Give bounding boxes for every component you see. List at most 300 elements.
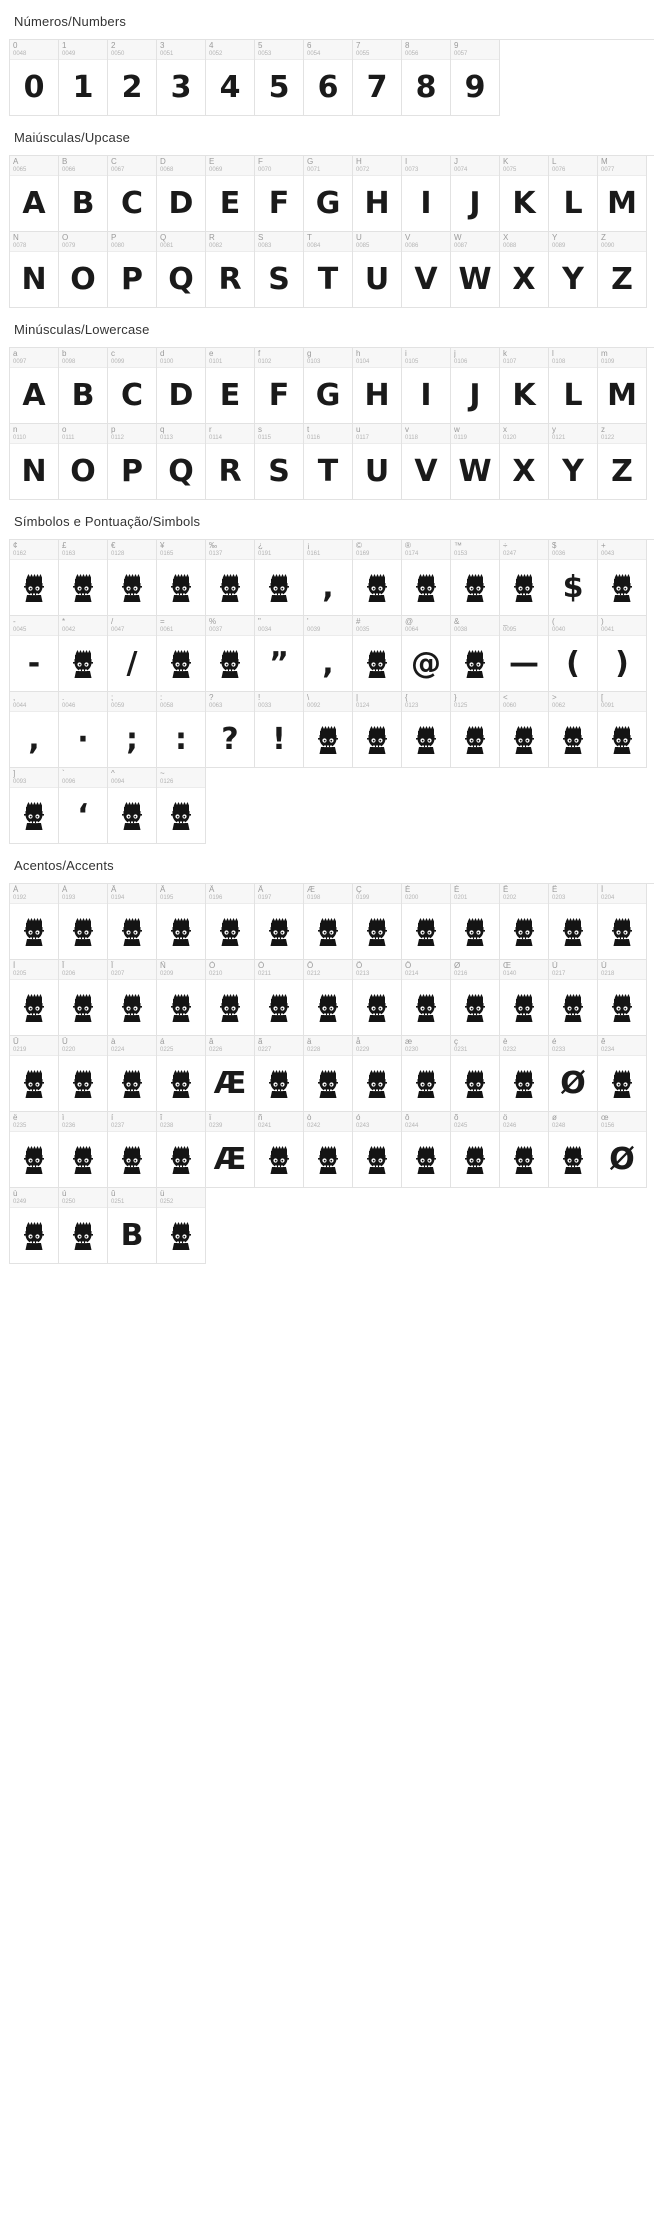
glyph-cell-header	[549, 692, 597, 712]
glyph-char-label: Ñ	[160, 961, 166, 970]
notdef-face-icon	[402, 712, 450, 767]
glyph-cell-header	[59, 232, 107, 252]
glyph-cell[interactable]	[353, 1036, 402, 1112]
glyph-cell[interactable]	[549, 960, 598, 1036]
glyph-code-label: 0118	[405, 435, 418, 441]
glyph-code-label: 0237	[111, 1123, 125, 1129]
notdef-face-icon	[59, 1132, 107, 1187]
glyph-cell-header	[500, 1036, 548, 1056]
glyph-cell-header	[402, 1036, 450, 1056]
glyph-cell[interactable]	[157, 692, 206, 768]
glyph-code-label: 0069	[209, 167, 223, 173]
glyph-cell-header	[255, 348, 303, 368]
notdef-face-icon	[59, 1208, 107, 1263]
notdef-face-icon	[598, 712, 646, 767]
glyph-cell[interactable]	[500, 348, 549, 424]
glyph-char-label: X	[503, 233, 509, 242]
glyph-char-label: 0	[13, 41, 18, 50]
glyph-cell[interactable]	[500, 692, 549, 768]
glyph-cell[interactable]	[304, 424, 353, 500]
glyph-cell[interactable]	[59, 40, 108, 116]
glyph-cell-header	[598, 616, 646, 636]
glyph-cell[interactable]	[108, 348, 157, 424]
glyph-cell[interactable]	[353, 884, 402, 960]
glyph-code-label: 0087	[454, 243, 468, 249]
glyph-code-label: 0076	[552, 167, 566, 173]
glyph-cell[interactable]	[304, 616, 353, 692]
glyph-preview: ;	[126, 722, 138, 757]
glyph-cell[interactable]	[108, 1112, 157, 1188]
glyph-cell[interactable]	[157, 1112, 206, 1188]
glyph-char-label: ñ	[258, 1113, 263, 1122]
glyph-cell-header	[59, 692, 107, 712]
glyph-preview: K	[512, 186, 536, 221]
glyph-char-label: ¡	[307, 541, 310, 550]
glyph-cell[interactable]	[10, 884, 59, 960]
glyph-code-label: 0111	[62, 435, 75, 441]
glyph-cell[interactable]	[549, 884, 598, 960]
notdef-face-icon	[353, 1132, 401, 1187]
glyph-cell-header	[206, 424, 254, 444]
glyph-cell[interactable]	[206, 156, 255, 232]
glyph-preview: I	[420, 186, 432, 221]
glyph-cell[interactable]	[59, 232, 108, 308]
glyph-char-label: A	[13, 157, 19, 166]
glyph-cell-header	[157, 1188, 205, 1208]
glyph-code-label: 0212	[307, 971, 321, 977]
notdef-face-icon	[451, 1132, 499, 1187]
glyph-code-label: 0034	[258, 627, 272, 633]
glyph-code-label: 0248	[552, 1123, 566, 1129]
glyph-char-label: Œ	[503, 961, 511, 970]
glyph-char-label: Õ	[356, 961, 363, 970]
glyph-code-label: 0213	[356, 971, 370, 977]
glyph-cell[interactable]	[500, 424, 549, 500]
glyph-cell[interactable]	[10, 1188, 59, 1264]
glyph-cell[interactable]	[500, 960, 549, 1036]
glyph-char-label: y	[552, 425, 556, 434]
glyph-cell[interactable]	[500, 1036, 549, 1112]
glyph-cell[interactable]	[59, 540, 108, 616]
glyph-code-label: 0058	[160, 703, 174, 709]
glyph-code-label: 0081	[160, 243, 174, 249]
notdef-face-icon	[500, 712, 548, 767]
glyph-cell[interactable]	[59, 348, 108, 424]
glyph-char-label: ®	[405, 541, 411, 550]
glyph-cell[interactable]	[598, 884, 647, 960]
glyph-cell[interactable]	[402, 348, 451, 424]
glyph-cell[interactable]	[500, 232, 549, 308]
glyph-cell-header	[598, 424, 646, 444]
glyph-preview: 7	[366, 70, 388, 105]
glyph-cell-header	[304, 424, 352, 444]
glyph-cell[interactable]	[206, 884, 255, 960]
glyph-preview: R	[218, 262, 242, 297]
glyph-cell[interactable]	[255, 348, 304, 424]
glyph-cell[interactable]	[451, 424, 500, 500]
glyph-char-label: é	[552, 1037, 557, 1046]
glyph-cell[interactable]	[304, 884, 353, 960]
glyph-cell-header	[451, 232, 499, 252]
glyph-cell[interactable]	[255, 540, 304, 616]
glyph-code-label: 0051	[160, 51, 174, 57]
glyph-cell[interactable]	[206, 960, 255, 1036]
glyph-cell[interactable]	[59, 884, 108, 960]
glyph-cell[interactable]	[108, 540, 157, 616]
glyph-cell[interactable]	[108, 424, 157, 500]
glyph-cell[interactable]	[549, 156, 598, 232]
glyph-cell-header	[108, 1188, 156, 1208]
glyph-char-label: ä	[307, 1037, 312, 1046]
glyph-cell[interactable]	[255, 960, 304, 1036]
glyph-cell[interactable]	[10, 1036, 59, 1112]
glyph-cell[interactable]	[451, 1112, 500, 1188]
glyph-char-label: |	[356, 693, 359, 702]
glyph-cell[interactable]	[549, 348, 598, 424]
glyph-cell[interactable]	[157, 540, 206, 616]
glyph-code-label: 0220	[62, 1047, 76, 1053]
glyph-cell[interactable]	[598, 540, 647, 616]
glyph-cell[interactable]	[451, 232, 500, 308]
glyph-cell[interactable]	[10, 1112, 59, 1188]
glyph-cell[interactable]	[157, 616, 206, 692]
glyph-cell[interactable]	[451, 960, 500, 1036]
glyph-char-label: Ç	[356, 885, 362, 894]
glyph-cell[interactable]	[59, 616, 108, 692]
glyph-code-label: 0110	[13, 435, 26, 441]
glyph-cell[interactable]	[402, 540, 451, 616]
glyph-cell[interactable]	[549, 616, 598, 692]
glyph-cell[interactable]	[108, 1036, 157, 1112]
glyph-cell[interactable]	[500, 884, 549, 960]
glyph-cell[interactable]	[157, 232, 206, 308]
glyph-cell[interactable]	[59, 768, 108, 844]
glyph-cell[interactable]	[451, 616, 500, 692]
glyph-cell[interactable]	[500, 1112, 549, 1188]
glyph-cell[interactable]	[255, 1036, 304, 1112]
glyph-cell[interactable]	[157, 40, 206, 116]
glyph-cell-header	[59, 616, 107, 636]
glyph-cell[interactable]	[108, 232, 157, 308]
glyph-code-label: 0137	[209, 551, 223, 557]
glyph-cell[interactable]	[598, 1112, 647, 1188]
glyph-code-label: 0049	[62, 51, 76, 57]
glyph-char-label: J	[454, 157, 458, 166]
glyph-cell[interactable]	[10, 348, 59, 424]
glyph-code-label: 0041	[601, 627, 615, 633]
glyph-cell[interactable]	[304, 232, 353, 308]
glyph-cell[interactable]	[206, 1112, 255, 1188]
glyph-cell[interactable]	[549, 232, 598, 308]
glyph-cell[interactable]	[108, 768, 157, 844]
glyph-cell[interactable]	[549, 1112, 598, 1188]
glyph-cell[interactable]	[549, 540, 598, 616]
glyph-cell[interactable]	[353, 692, 402, 768]
glyph-cell[interactable]	[10, 768, 59, 844]
glyph-cell-header	[108, 616, 156, 636]
glyph-char-label: K	[503, 157, 509, 166]
glyph-cell[interactable]	[108, 960, 157, 1036]
glyph-cell[interactable]	[402, 692, 451, 768]
section-title: Acentos/Accents	[14, 858, 114, 873]
glyph-char-label: Û	[13, 1037, 19, 1046]
glyph-cell-header	[500, 884, 548, 904]
glyph-char-label: ó	[356, 1113, 361, 1122]
glyph-cell[interactable]	[255, 156, 304, 232]
glyph-preview: A	[22, 186, 46, 221]
glyph-cell[interactable]	[255, 692, 304, 768]
glyph-code-label: 0038	[454, 627, 468, 633]
glyph-cell[interactable]	[108, 884, 157, 960]
glyph-cell[interactable]	[402, 232, 451, 308]
glyph-code-label: 0231	[454, 1047, 468, 1053]
glyph-cell[interactable]	[108, 692, 157, 768]
glyph-cell[interactable]	[157, 424, 206, 500]
glyph-char-label: @	[405, 617, 414, 626]
glyph-cell[interactable]	[59, 424, 108, 500]
glyph-preview: -	[27, 646, 41, 681]
glyph-char-label: 3	[160, 41, 165, 50]
glyph-code-label: 0232	[503, 1047, 517, 1053]
glyph-cell[interactable]	[402, 616, 451, 692]
glyph-cell[interactable]	[451, 1036, 500, 1112]
glyph-cell[interactable]	[206, 348, 255, 424]
notdef-face-icon	[598, 1056, 646, 1111]
glyph-preview: K	[512, 378, 536, 413]
glyph-cell[interactable]	[353, 40, 402, 116]
glyph-cell[interactable]	[206, 232, 255, 308]
glyph-cell[interactable]	[10, 692, 59, 768]
glyph-cell[interactable]	[598, 692, 647, 768]
glyph-cell[interactable]	[157, 156, 206, 232]
glyph-cell[interactable]	[59, 1188, 108, 1264]
glyph-cell[interactable]	[549, 424, 598, 500]
glyph-cell[interactable]	[598, 232, 647, 308]
glyph-cell[interactable]	[500, 616, 549, 692]
glyph-cell-header	[255, 40, 303, 60]
glyph-cell[interactable]	[59, 1112, 108, 1188]
glyph-cell[interactable]	[206, 424, 255, 500]
glyph-cell-header	[108, 692, 156, 712]
glyph-cell[interactable]	[255, 884, 304, 960]
glyph-cell-header	[255, 960, 303, 980]
glyph-code-label: 0202	[503, 895, 517, 901]
glyph-cell[interactable]	[500, 156, 549, 232]
glyph-char-label: b	[62, 349, 67, 358]
glyph-cell[interactable]	[598, 424, 647, 500]
glyph-char-label: ç	[454, 1037, 458, 1046]
glyph-cell[interactable]	[402, 156, 451, 232]
glyph-cell[interactable]	[157, 960, 206, 1036]
glyph-cell[interactable]	[598, 616, 647, 692]
glyph-code-label: 0059	[111, 703, 125, 709]
glyph-cell[interactable]	[255, 424, 304, 500]
notdef-face-icon	[157, 560, 205, 615]
glyph-char-label: î	[160, 1113, 163, 1122]
glyph-cell[interactable]	[59, 156, 108, 232]
glyph-code-label: 0093	[13, 779, 27, 785]
glyph-cell[interactable]	[402, 1112, 451, 1188]
glyph-char-label: ï	[209, 1113, 212, 1122]
glyph-char-label: ê	[601, 1037, 606, 1046]
glyph-cell[interactable]	[304, 540, 353, 616]
glyph-cell-header	[59, 156, 107, 176]
glyph-cell[interactable]	[451, 40, 500, 116]
notdef-face-icon	[304, 1132, 352, 1187]
glyph-cell[interactable]	[598, 1036, 647, 1112]
glyph-cell-header	[304, 616, 352, 636]
glyph-cell[interactable]	[451, 156, 500, 232]
glyph-cell[interactable]	[108, 40, 157, 116]
glyph-code-label: 0235	[13, 1123, 27, 1129]
notdef-face-icon	[157, 1056, 205, 1111]
glyph-char-label: Ï	[111, 961, 114, 970]
glyph-char-label: (	[552, 617, 555, 626]
glyph-cell[interactable]	[500, 540, 549, 616]
glyph-cell[interactable]	[255, 232, 304, 308]
glyph-char-label: '	[307, 617, 309, 626]
notdef-face-icon	[59, 636, 107, 691]
glyph-cell[interactable]	[10, 540, 59, 616]
glyph-char-label: ÷	[503, 541, 508, 550]
glyph-cell[interactable]	[206, 540, 255, 616]
glyph-cell[interactable]	[59, 1036, 108, 1112]
glyph-preview: )	[615, 646, 629, 681]
glyph-cell[interactable]	[451, 348, 500, 424]
glyph-cell[interactable]	[157, 1036, 206, 1112]
glyph-code-label: 0194	[111, 895, 125, 901]
glyph-cell[interactable]	[157, 348, 206, 424]
glyph-cell[interactable]	[402, 40, 451, 116]
glyph-char-label: Î	[62, 961, 65, 970]
glyph-char-label: 9	[454, 41, 459, 50]
glyph-cell-header	[598, 1112, 646, 1132]
glyph-code-label: 0225	[160, 1047, 174, 1053]
glyph-cell-header	[206, 884, 254, 904]
glyph-cell[interactable]	[157, 884, 206, 960]
glyph-preview: Ø	[560, 1066, 586, 1101]
glyph-cell[interactable]	[598, 156, 647, 232]
glyph-code-label: 0210	[209, 971, 223, 977]
glyph-cell[interactable]	[108, 616, 157, 692]
glyph-code-label: 0243	[356, 1123, 370, 1129]
glyph-cell[interactable]	[59, 960, 108, 1036]
glyph-char-label: v	[405, 425, 409, 434]
glyph-char-label: 8	[405, 41, 410, 50]
glyph-cell[interactable]	[255, 616, 304, 692]
glyph-char-label: :	[160, 693, 163, 702]
glyph-cell[interactable]	[10, 232, 59, 308]
glyph-preview: ”	[269, 646, 289, 681]
glyph-char-label: À	[13, 885, 19, 894]
glyph-cell[interactable]	[206, 692, 255, 768]
glyph-cell-header	[451, 692, 499, 712]
glyph-cell-header	[353, 424, 401, 444]
glyph-char-label: f	[258, 349, 261, 358]
glyph-cell[interactable]	[255, 1112, 304, 1188]
glyph-cell[interactable]	[353, 616, 402, 692]
glyph-preview: @	[411, 646, 441, 681]
glyph-cell[interactable]	[598, 960, 647, 1036]
glyph-cell[interactable]	[206, 616, 255, 692]
glyph-cell[interactable]	[304, 960, 353, 1036]
glyph-cell[interactable]	[10, 960, 59, 1036]
glyph-cell[interactable]	[353, 540, 402, 616]
glyph-cell[interactable]	[59, 692, 108, 768]
glyph-cell[interactable]	[353, 232, 402, 308]
glyph-cell[interactable]	[402, 960, 451, 1036]
glyph-cell[interactable]	[304, 348, 353, 424]
glyph-cell[interactable]	[157, 1188, 206, 1264]
glyph-char-label: =	[160, 617, 165, 626]
glyph-char-label: H	[356, 157, 362, 166]
glyph-preview: 4	[219, 70, 241, 105]
glyph-cell-header	[500, 960, 548, 980]
glyph-cell[interactable]	[353, 424, 402, 500]
glyph-char-label: Ù	[552, 961, 558, 970]
glyph-cell[interactable]	[304, 1036, 353, 1112]
glyph-cell[interactable]	[549, 1036, 598, 1112]
glyph-cell-header	[304, 156, 352, 176]
glyph-char-label: `	[62, 769, 65, 778]
glyph-char-label: í	[111, 1113, 114, 1122]
glyph-code-label: 0085	[356, 243, 370, 249]
notdef-face-icon	[10, 788, 58, 843]
glyph-cell[interactable]	[304, 1112, 353, 1188]
glyph-cell[interactable]	[108, 156, 157, 232]
glyph-cell-header	[451, 616, 499, 636]
glyph-cell[interactable]	[206, 1036, 255, 1112]
notdef-face-icon	[451, 1056, 499, 1111]
glyph-cell[interactable]	[206, 40, 255, 116]
glyph-cell[interactable]	[549, 692, 598, 768]
glyph-cell[interactable]	[402, 884, 451, 960]
glyph-cell[interactable]	[304, 692, 353, 768]
glyph-cell-header	[59, 1188, 107, 1208]
glyph-cell[interactable]	[598, 348, 647, 424]
glyph-cell-header	[59, 960, 107, 980]
glyph-preview: S	[268, 262, 290, 297]
glyph-cell[interactable]	[10, 40, 59, 116]
glyph-cell[interactable]	[353, 156, 402, 232]
glyph-cell[interactable]	[10, 156, 59, 232]
glyph-cell[interactable]	[402, 1036, 451, 1112]
glyph-cell[interactable]	[451, 692, 500, 768]
glyph-cell[interactable]	[353, 1112, 402, 1188]
glyph-cell[interactable]	[353, 348, 402, 424]
glyph-cell[interactable]	[402, 424, 451, 500]
glyph-cell[interactable]	[353, 960, 402, 1036]
glyph-char-label: ^	[111, 769, 115, 778]
glyph-cell[interactable]	[157, 768, 206, 844]
glyph-cell[interactable]	[10, 616, 59, 692]
glyph-cell[interactable]	[108, 1188, 157, 1264]
glyph-cell[interactable]	[304, 40, 353, 116]
glyph-char-label: z	[601, 425, 605, 434]
glyph-char-label: œ	[601, 1113, 609, 1122]
glyph-cell[interactable]	[255, 40, 304, 116]
glyph-preview: Z	[611, 454, 633, 489]
glyph-cell[interactable]	[451, 540, 500, 616]
glyph-preview: U	[364, 454, 390, 489]
glyph-code-label: 0219	[13, 1047, 27, 1053]
glyph-cell[interactable]	[10, 424, 59, 500]
glyph-char-label: h	[356, 349, 361, 358]
glyph-char-label: k	[503, 349, 507, 358]
notdef-face-icon	[549, 1132, 597, 1187]
glyph-cell[interactable]	[451, 884, 500, 960]
glyph-cell[interactable]	[304, 156, 353, 232]
